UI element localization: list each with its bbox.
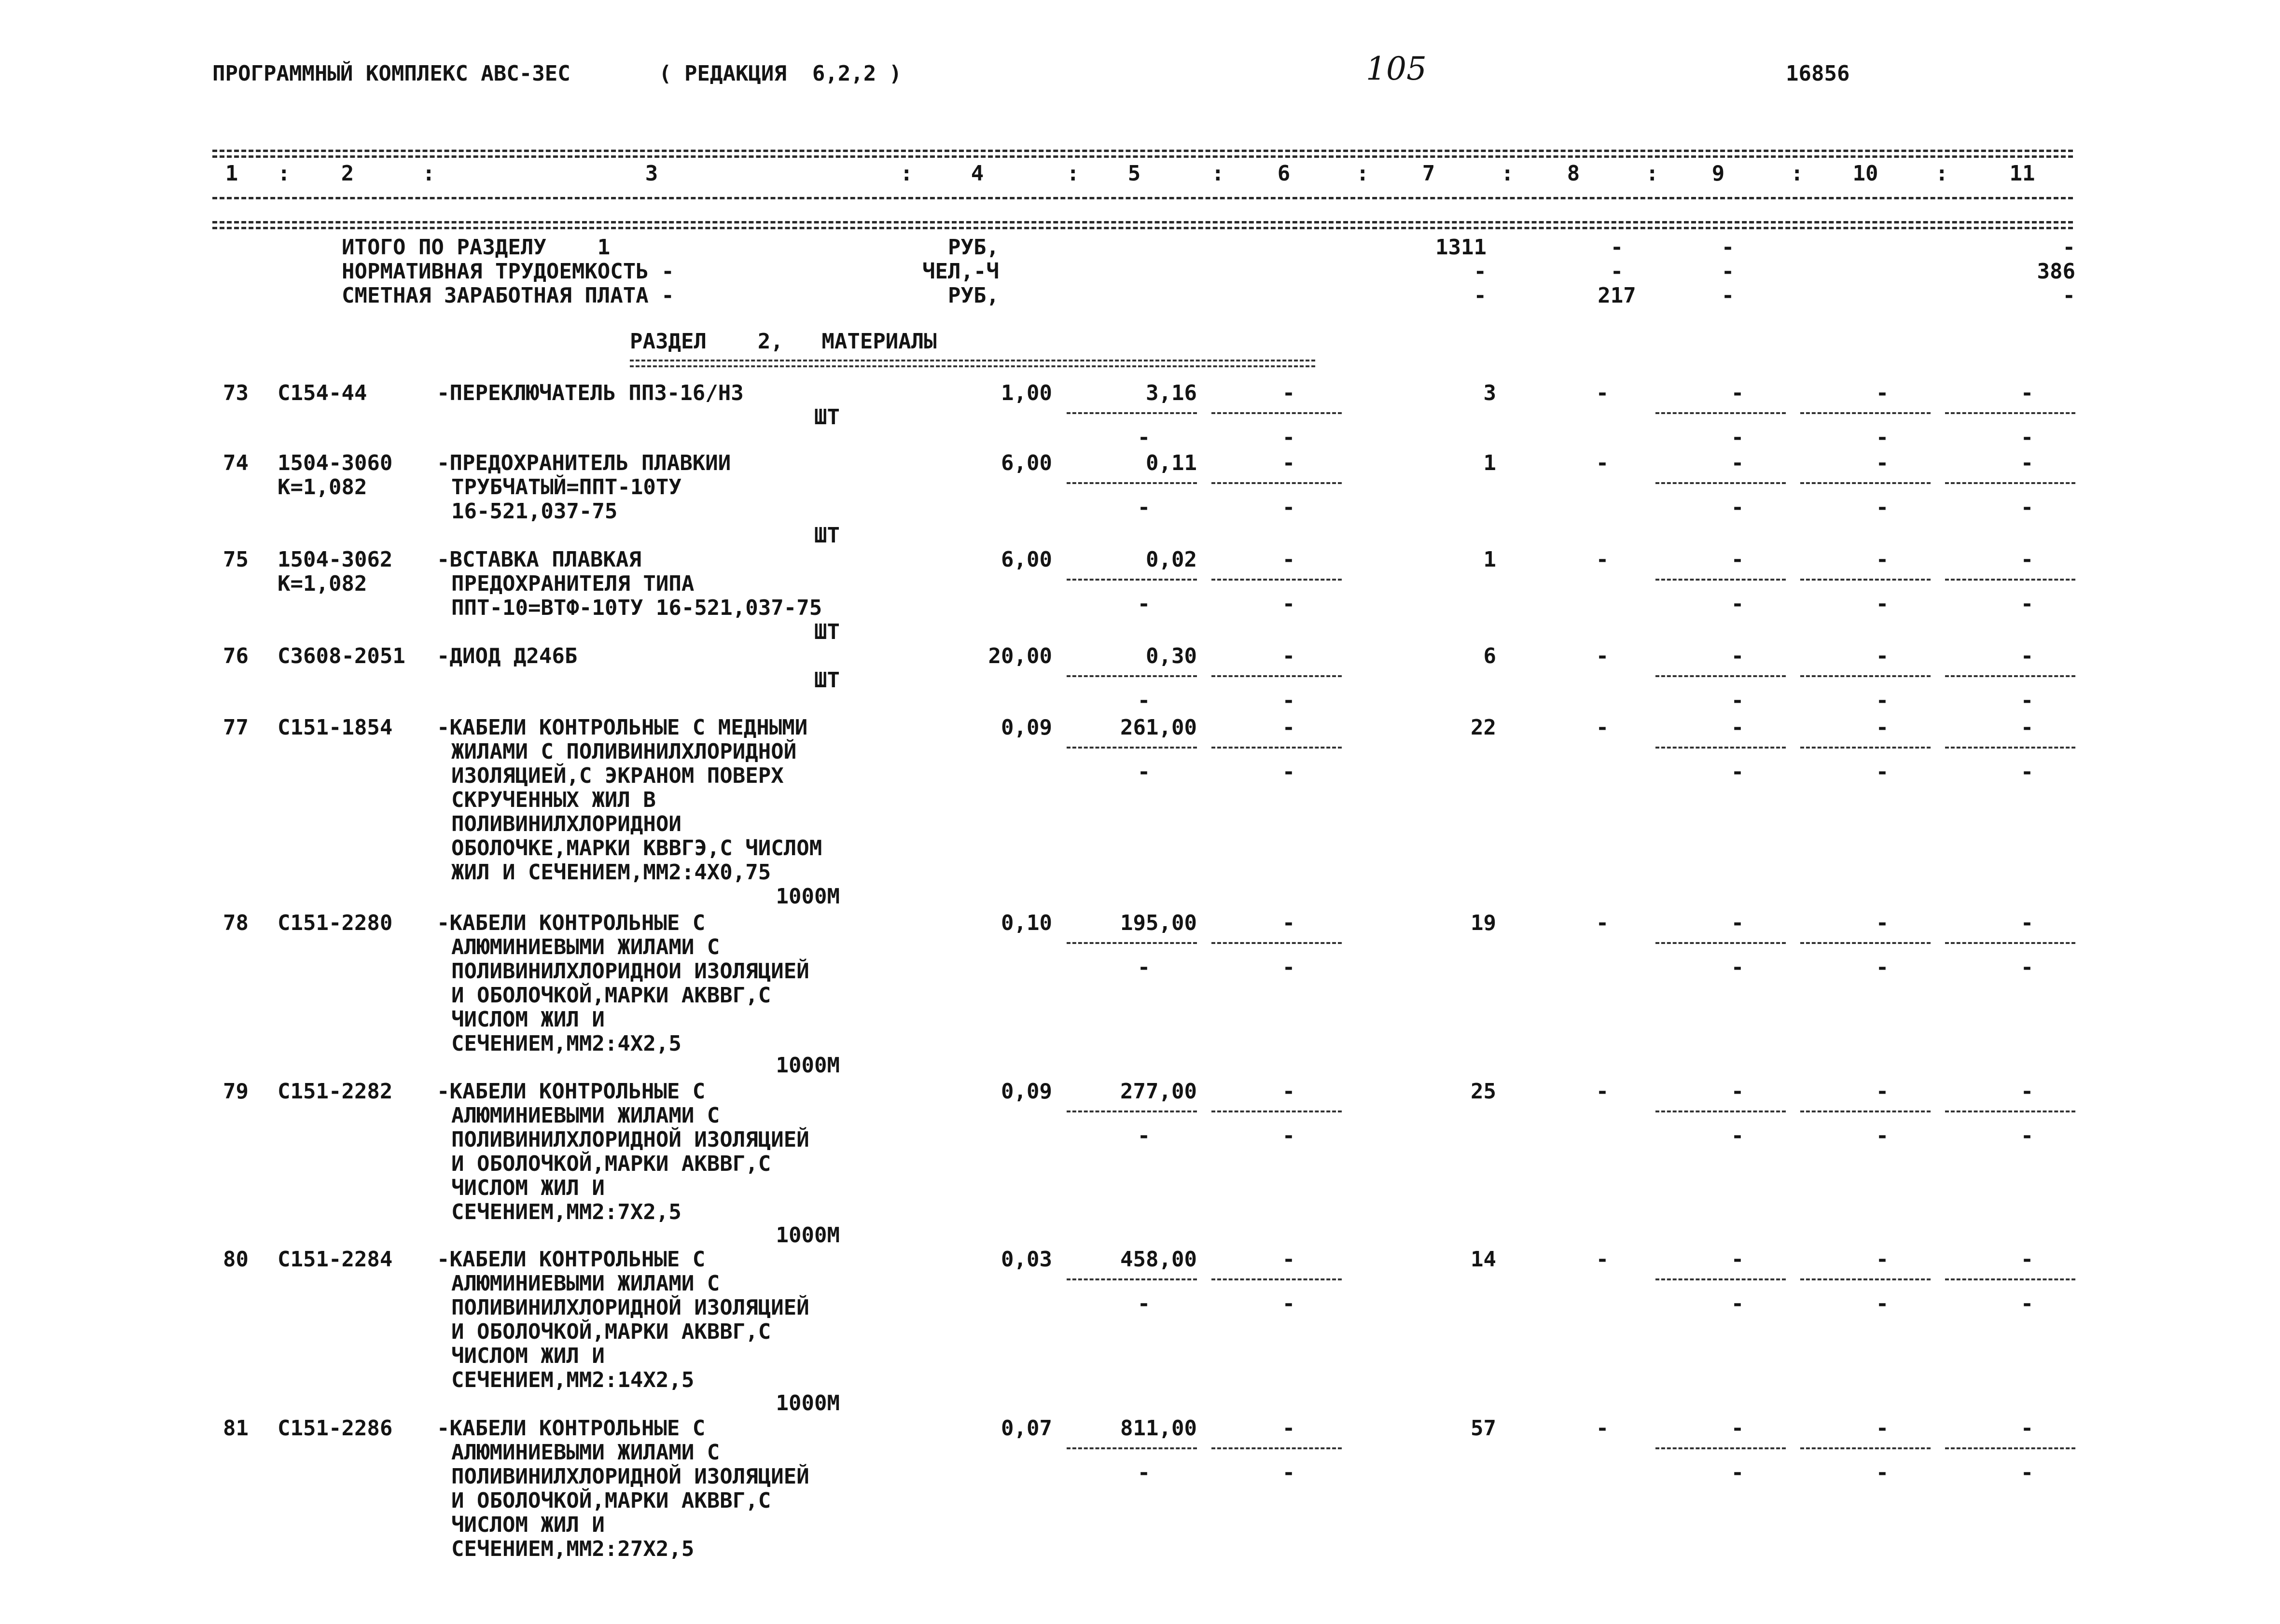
item-col5-sub-value: -	[1137, 1291, 1151, 1316]
item-unit-price: 0,30	[1146, 644, 1197, 668]
column-separator: :	[1211, 161, 1224, 186]
item-unit: ШТ	[814, 668, 840, 693]
totals-col8: 217	[1598, 283, 1636, 308]
totals-col11: -	[2062, 235, 2075, 260]
item-cost: 3	[1483, 381, 1496, 405]
item-number: 81	[223, 1416, 249, 1441]
totals-col11: -	[2062, 283, 2075, 308]
totals-col9: -	[1721, 235, 1735, 260]
item-col10-value: -	[1876, 381, 1889, 405]
header-rule-bottom-3	[212, 227, 2073, 229]
item-description-line: -КАБЕЛИ КОНТРОЛЬНЫЕ С	[437, 911, 706, 935]
totals-unit: РУБ,	[948, 283, 999, 308]
item-rule-col6	[1211, 942, 1342, 944]
item-unit-price: 261,00	[1120, 715, 1197, 740]
column-header-9: 9	[1711, 161, 1725, 186]
item-rule-col9	[1655, 1278, 1786, 1280]
item-col6-sub-value: -	[1282, 1460, 1295, 1485]
item-col10-sub-value: -	[1876, 1291, 1889, 1316]
item-col6-sub-value: -	[1282, 425, 1295, 450]
item-rule-col9	[1655, 482, 1786, 484]
item-description-line: ПОЛИВИНИЛХЛОРИДНОЙ ИЗОЛЯЦИЕЙ	[451, 1464, 809, 1489]
section-title-underline	[630, 360, 1315, 361]
item-unit: ШТ	[814, 620, 840, 644]
item-description-line: И ОБОЛОЧКОЙ,МАРКИ АКВВГ,С	[451, 1152, 771, 1176]
item-rule-col11	[1945, 1447, 2075, 1449]
edition-label: ( РЕДАКЦИЯ 6,2,2 )	[659, 61, 902, 86]
item-quantity: 0,09	[1001, 715, 1052, 740]
item-col8-value: -	[1596, 451, 1609, 475]
item-cost: 57	[1471, 1416, 1496, 1441]
item-quantity: 20,00	[988, 644, 1052, 668]
item-rule-col9	[1655, 675, 1786, 677]
section-title-underline-2	[630, 365, 1315, 367]
column-separator: :	[422, 161, 435, 186]
item-rule-col11	[1945, 1278, 2075, 1280]
item-col6-value: -	[1282, 381, 1295, 405]
column-separator: :	[1067, 161, 1080, 186]
item-rule-col11	[1945, 747, 2075, 749]
item-col11-value: -	[2020, 911, 2034, 935]
item-code: 1504-3060	[278, 451, 393, 475]
item-description-line: ПОЛИВИНИЛХЛОРИДНОЙ ИЗОЛЯЦИЕЙ	[451, 1295, 809, 1320]
item-description-line: СЕЧЕНИЕМ,ММ2:4Х2,5	[451, 1031, 681, 1056]
item-number: 80	[223, 1247, 249, 1272]
section-title: РАЗДЕЛ 2, МАТЕРИАЛЫ	[630, 329, 937, 354]
item-description-line: АЛЮМИНИЕВЫМИ ЖИЛАМИ С	[451, 1271, 720, 1296]
item-description-line: ПРЕДОХРАНИТЕЛЯ ТИПА	[451, 571, 695, 596]
item-description-line: -КАБЕЛИ КОНТРОЛЬНЫЕ С	[437, 1416, 706, 1441]
item-rule-col9	[1655, 1110, 1786, 1112]
item-description-line: ОБОЛОЧКЕ,МАРКИ КВВГЭ,С ЧИСЛОМ	[451, 836, 822, 861]
item-rule-col5	[1067, 1110, 1197, 1112]
item-rule-col5	[1067, 412, 1197, 414]
item-col8-value: -	[1596, 1416, 1609, 1441]
item-col9-value: -	[1731, 381, 1744, 405]
item-description-line: И ОБОЛОЧКОЙ,МАРКИ АКВВГ,С	[451, 1488, 771, 1513]
item-rule-col10	[1800, 942, 1931, 944]
item-description-line: ЖИЛАМИ С ПОЛИВИНИЛХЛОРИДНОЙ	[451, 739, 797, 764]
item-unit-price: 277,00	[1120, 1079, 1197, 1104]
item-quantity: 0,07	[1001, 1416, 1052, 1441]
item-col6-sub-value: -	[1282, 592, 1295, 616]
totals-col8: -	[1610, 235, 1624, 260]
item-unit-price: 0,02	[1146, 547, 1197, 572]
item-coefficient: К=1,082	[278, 571, 367, 596]
item-rule-col5	[1067, 1447, 1197, 1449]
item-col11-value: -	[2020, 715, 2034, 740]
item-col9-sub-value: -	[1731, 955, 1744, 980]
item-col9-value: -	[1731, 1247, 1744, 1272]
item-col9-sub-value: -	[1731, 592, 1744, 616]
item-col6-sub-value: -	[1282, 760, 1295, 784]
item-col11-value: -	[2020, 547, 2034, 572]
item-rule-col5	[1067, 579, 1197, 581]
item-description-line: ЧИСЛОМ ЖИЛ И	[451, 1344, 605, 1368]
item-rule-col6	[1211, 412, 1342, 414]
item-description-line: ППТ-10=ВТФ-10ТУ 16-521,037-75	[451, 596, 822, 620]
column-header-2: 2	[341, 161, 354, 186]
item-col9-sub-value: -	[1731, 760, 1744, 784]
item-col8-value: -	[1596, 1079, 1609, 1104]
item-col6-value: -	[1282, 1247, 1295, 1272]
item-unit-price: 458,00	[1120, 1247, 1197, 1272]
item-description-line: ПОЛИВИНИЛХЛОРИДНОИ ИЗОЛЯЦИЕЙ	[451, 959, 809, 984]
item-number: 79	[223, 1079, 249, 1104]
item-unit: ШТ	[814, 523, 840, 548]
column-separator: :	[1501, 161, 1514, 186]
item-col9-value: -	[1731, 1079, 1744, 1104]
item-col8-value: -	[1596, 911, 1609, 935]
item-number: 73	[223, 381, 249, 405]
item-col10-sub-value: -	[1876, 495, 1889, 520]
item-col8-value: -	[1596, 644, 1609, 668]
item-description-line: -КАБЕЛИ КОНТРОЛЬНЫЕ С МЕДНЫМИ	[437, 715, 808, 740]
item-col9-value: -	[1731, 911, 1744, 935]
column-header-7: 7	[1422, 161, 1435, 186]
column-separator: :	[1791, 161, 1804, 186]
item-col9-value: -	[1731, 644, 1744, 668]
column-separator: :	[1356, 161, 1369, 186]
item-description-line: СЕЧЕНИЕМ,ММ2:27Х2,5	[451, 1537, 695, 1561]
item-col6-value: -	[1282, 715, 1295, 740]
item-rule-col11	[1945, 1110, 2075, 1112]
item-col11-sub-value: -	[2020, 425, 2034, 450]
item-description-line: АЛЮМИНИЕВЫМИ ЖИЛАМИ С	[451, 935, 720, 959]
item-rule-col6	[1211, 579, 1342, 581]
totals-col7: 1311	[1435, 235, 1487, 260]
item-col9-sub-value: -	[1731, 1460, 1744, 1485]
item-number: 74	[223, 451, 249, 475]
item-description-line: ПОЛИВИНИЛХЛОРИДНОЙ ИЗОЛЯЦИЕЙ	[451, 1127, 809, 1152]
item-rule-col5	[1067, 1278, 1197, 1280]
item-rule-col6	[1211, 675, 1342, 677]
item-col10-value: -	[1876, 911, 1889, 935]
item-description-line: -ДИОД Д246Б	[437, 644, 578, 668]
item-col9-sub-value: -	[1731, 688, 1744, 713]
item-description-line: ПОЛИВИНИЛХЛОРИДНОИ	[451, 812, 681, 836]
totals-col9: -	[1721, 259, 1735, 284]
item-rule-col5	[1067, 942, 1197, 944]
header-rule-top	[212, 150, 2073, 152]
item-rule-col11	[1945, 412, 2075, 414]
item-rule-col10	[1800, 747, 1931, 749]
item-col8-value: -	[1596, 547, 1609, 572]
item-code: С151-2286	[278, 1416, 393, 1441]
document-number: 16856	[1786, 61, 1850, 86]
item-description-line: ИЗОЛЯЦИЕЙ,С ЭКРАНОМ ПОВЕРХ	[451, 763, 784, 788]
totals-label: СМЕТНАЯ ЗАРАБОТНАЯ ПЛАТА -	[342, 283, 674, 308]
column-separator: :	[1646, 161, 1659, 186]
header-rule-top-2	[212, 155, 2073, 158]
item-cost: 14	[1471, 1247, 1496, 1272]
item-col10-value: -	[1876, 1247, 1889, 1272]
item-number: 75	[223, 547, 249, 572]
item-col8-value: -	[1596, 715, 1609, 740]
column-header-5: 5	[1127, 161, 1141, 186]
item-col6-sub-value: -	[1282, 688, 1295, 713]
item-rule-col10	[1800, 482, 1931, 484]
item-col11-sub-value: -	[2020, 495, 2034, 520]
item-description-line: СЕЧЕНИЕМ,ММ2:14Х2,5	[451, 1368, 695, 1392]
item-col10-sub-value: -	[1876, 688, 1889, 713]
item-unit: 1000М	[776, 1391, 840, 1416]
column-header-6: 6	[1277, 161, 1291, 186]
item-rule-col10	[1800, 1447, 1931, 1449]
item-col10-value: -	[1876, 451, 1889, 475]
item-description-line: И ОБОЛОЧКОЙ,МАРКИ АКВВГ,С	[451, 1319, 771, 1344]
item-number: 76	[223, 644, 249, 668]
column-header-11: 11	[2009, 161, 2035, 186]
item-col10-value: -	[1876, 644, 1889, 668]
item-col11-value: -	[2020, 644, 2034, 668]
item-col5-sub-value: -	[1137, 592, 1151, 616]
item-col9-sub-value: -	[1731, 1291, 1744, 1316]
item-rule-col9	[1655, 1447, 1786, 1449]
item-col5-sub-value: -	[1137, 760, 1151, 784]
item-col5-sub-value: -	[1137, 495, 1151, 520]
item-unit-price: 3,16	[1146, 381, 1197, 405]
item-code: 1504-3062	[278, 547, 393, 572]
header-rule-bottom	[212, 197, 2073, 199]
item-col6-sub-value: -	[1282, 1124, 1295, 1148]
item-unit-price: 195,00	[1120, 911, 1197, 935]
column-header-4: 4	[971, 161, 984, 186]
item-col6-sub-value: -	[1282, 1291, 1295, 1316]
item-rule-col5	[1067, 675, 1197, 677]
item-rule-col6	[1211, 482, 1342, 484]
totals-unit: РУБ,	[948, 235, 999, 260]
column-header-3: 3	[645, 161, 658, 186]
item-code: С151-2282	[278, 1079, 393, 1104]
item-cost: 25	[1471, 1079, 1496, 1104]
item-cost: 19	[1471, 911, 1496, 935]
item-unit: 1000М	[776, 1223, 840, 1248]
item-col5-sub-value: -	[1137, 688, 1151, 713]
item-col6-value: -	[1282, 1079, 1295, 1104]
item-number: 78	[223, 911, 249, 935]
item-rule-col11	[1945, 675, 2075, 677]
item-unit: 1000М	[776, 884, 840, 909]
item-col5-sub-value: -	[1137, 1460, 1151, 1485]
item-col6-value: -	[1282, 1416, 1295, 1441]
item-col11-sub-value: -	[2020, 955, 2034, 980]
program-title: ПРОГРАММНЫЙ КОМПЛЕКС АВС-3ЕС	[212, 61, 570, 86]
item-col9-sub-value: -	[1731, 425, 1744, 450]
item-rule-col9	[1655, 747, 1786, 749]
item-rule-col10	[1800, 579, 1931, 581]
item-rule-col10	[1800, 412, 1931, 414]
item-col11-sub-value: -	[2020, 592, 2034, 616]
item-col10-sub-value: -	[1876, 1124, 1889, 1148]
item-quantity: 6,00	[1001, 451, 1052, 475]
item-rule-col6	[1211, 1110, 1342, 1112]
item-rule-col5	[1067, 747, 1197, 749]
item-code: С151-1854	[278, 715, 393, 740]
item-col6-sub-value: -	[1282, 495, 1295, 520]
item-rule-col10	[1800, 1110, 1931, 1112]
item-rule-col6	[1211, 1278, 1342, 1280]
totals-unit: ЧЕЛ,-Ч	[922, 259, 999, 284]
item-col8-value: -	[1596, 381, 1609, 405]
header-rule-bottom-2	[212, 221, 2073, 223]
item-col9-value: -	[1731, 715, 1744, 740]
item-cost: 6	[1483, 644, 1496, 668]
item-rule-col9	[1655, 942, 1786, 944]
column-separator: :	[278, 161, 291, 186]
item-col10-value: -	[1876, 1416, 1889, 1441]
item-col11-value: -	[2020, 1416, 2034, 1441]
item-col8-value: -	[1596, 1247, 1609, 1272]
item-col5-sub-value: -	[1137, 425, 1151, 450]
totals-col7: -	[1474, 283, 1487, 308]
item-col10-sub-value: -	[1876, 1460, 1889, 1485]
item-quantity: 0,09	[1001, 1079, 1052, 1104]
item-quantity: 1,00	[1001, 381, 1052, 405]
item-description-line: ЧИСЛОМ ЖИЛ И	[451, 1007, 605, 1032]
column-header-1: 1	[225, 161, 238, 186]
item-description-line: АЛЮМИНИЕВЫМИ ЖИЛАМИ С	[451, 1440, 720, 1465]
totals-col8: -	[1610, 259, 1624, 284]
item-code: С154-44	[278, 381, 367, 405]
item-description-line: ТРУБЧАТЫЙ=ППТ-10ТУ	[451, 475, 681, 500]
item-code: С151-2284	[278, 1247, 393, 1272]
item-description-line: И ОБОЛОЧКОЙ,МАРКИ АКВВГ,С	[451, 983, 771, 1008]
item-number: 77	[223, 715, 249, 740]
item-description-line: СЕЧЕНИЕМ,ММ2:7Х2,5	[451, 1200, 681, 1224]
item-rule-col5	[1067, 482, 1197, 484]
item-rule-col9	[1655, 412, 1786, 414]
column-header-10: 10	[1852, 161, 1878, 186]
item-col11-value: -	[2020, 1247, 2034, 1272]
item-cost: 22	[1471, 715, 1496, 740]
item-col6-value: -	[1282, 451, 1295, 475]
item-description-line: -ПЕРЕКЛЮЧАТЕЛЬ ППЗ-16/НЗ	[437, 381, 744, 405]
item-col9-value: -	[1731, 547, 1744, 572]
item-rule-col6	[1211, 1447, 1342, 1449]
item-description-line: АЛЮМИНИЕВЫМИ ЖИЛАМИ С	[451, 1103, 720, 1128]
item-col11-value: -	[2020, 451, 2034, 475]
item-unit: 1000М	[776, 1053, 840, 1078]
item-col11-sub-value: -	[2020, 1291, 2034, 1316]
item-rule-col9	[1655, 579, 1786, 581]
item-quantity: 6,00	[1001, 547, 1052, 572]
column-separator: :	[1935, 161, 1948, 186]
item-col10-value: -	[1876, 1079, 1889, 1104]
item-col11-sub-value: -	[2020, 760, 2034, 784]
item-description-line: -КАБЕЛИ КОНТРОЛЬНЫЕ С	[437, 1079, 706, 1104]
item-cost: 1	[1483, 547, 1496, 572]
item-rule-col6	[1211, 747, 1342, 749]
column-separator: :	[900, 161, 913, 186]
item-unit-price: 811,00	[1120, 1416, 1197, 1441]
item-col6-sub-value: -	[1282, 955, 1295, 980]
item-quantity: 0,10	[1001, 911, 1052, 935]
item-col10-value: -	[1876, 715, 1889, 740]
item-col9-sub-value: -	[1731, 495, 1744, 520]
item-col10-sub-value: -	[1876, 955, 1889, 980]
item-col11-value: -	[2020, 381, 2034, 405]
item-rule-col11	[1945, 942, 2075, 944]
item-cost: 1	[1483, 451, 1496, 475]
item-rule-col10	[1800, 675, 1931, 677]
totals-col11: 386	[2037, 259, 2075, 284]
item-rule-col11	[1945, 482, 2075, 484]
item-col9-value: -	[1731, 1416, 1744, 1441]
item-description-line: СКРУЧЕННЫХ ЖИЛ В	[451, 788, 656, 812]
item-description-line: -КАБЕЛИ КОНТРОЛЬНЫЕ С	[437, 1247, 706, 1272]
item-quantity: 0,03	[1001, 1247, 1052, 1272]
handwritten-page-number: 105	[1366, 50, 1427, 87]
item-description-line: 16-521,037-75	[451, 499, 618, 524]
item-col10-sub-value: -	[1876, 592, 1889, 616]
item-col6-value: -	[1282, 547, 1295, 572]
item-col11-sub-value: -	[2020, 688, 2034, 713]
item-description-line: ЖИЛ И СЕЧЕНИЕМ,ММ2:4Х0,75	[451, 860, 771, 885]
totals-label: ИТОГО ПО РАЗДЕЛУ 1	[342, 235, 611, 260]
item-code: С151-2280	[278, 911, 393, 935]
item-col10-sub-value: -	[1876, 760, 1889, 784]
item-rule-col10	[1800, 1278, 1931, 1280]
item-col11-sub-value: -	[2020, 1460, 2034, 1485]
item-col10-value: -	[1876, 547, 1889, 572]
item-col5-sub-value: -	[1137, 1124, 1151, 1148]
item-description-line: -ПРЕДОХРАНИТЕЛЬ ПЛАВКИИ	[437, 451, 731, 475]
item-unit-price: 0,11	[1146, 451, 1197, 475]
item-description-line: ЧИСЛОМ ЖИЛ И	[451, 1513, 605, 1537]
totals-label: НОРМАТИВНАЯ ТРУДОЕМКОСТЬ -	[342, 259, 674, 284]
totals-col7: -	[1474, 259, 1487, 284]
item-unit: ШТ	[814, 405, 840, 430]
item-col9-value: -	[1731, 451, 1744, 475]
item-col6-value: -	[1282, 911, 1295, 935]
item-col9-sub-value: -	[1731, 1124, 1744, 1148]
column-header-8: 8	[1567, 161, 1580, 186]
item-code: С3608-2051	[278, 644, 405, 668]
item-description-line: ЧИСЛОМ ЖИЛ И	[451, 1176, 605, 1200]
item-col11-value: -	[2020, 1079, 2034, 1104]
item-coefficient: К=1,082	[278, 475, 367, 500]
item-col6-value: -	[1282, 644, 1295, 668]
item-description-line: -ВСТАВКА ПЛАВКАЯ	[437, 547, 641, 572]
item-col10-sub-value: -	[1876, 425, 1889, 450]
item-rule-col11	[1945, 579, 2075, 581]
totals-col9: -	[1721, 283, 1735, 308]
item-col5-sub-value: -	[1137, 955, 1151, 980]
item-col11-sub-value: -	[2020, 1124, 2034, 1148]
